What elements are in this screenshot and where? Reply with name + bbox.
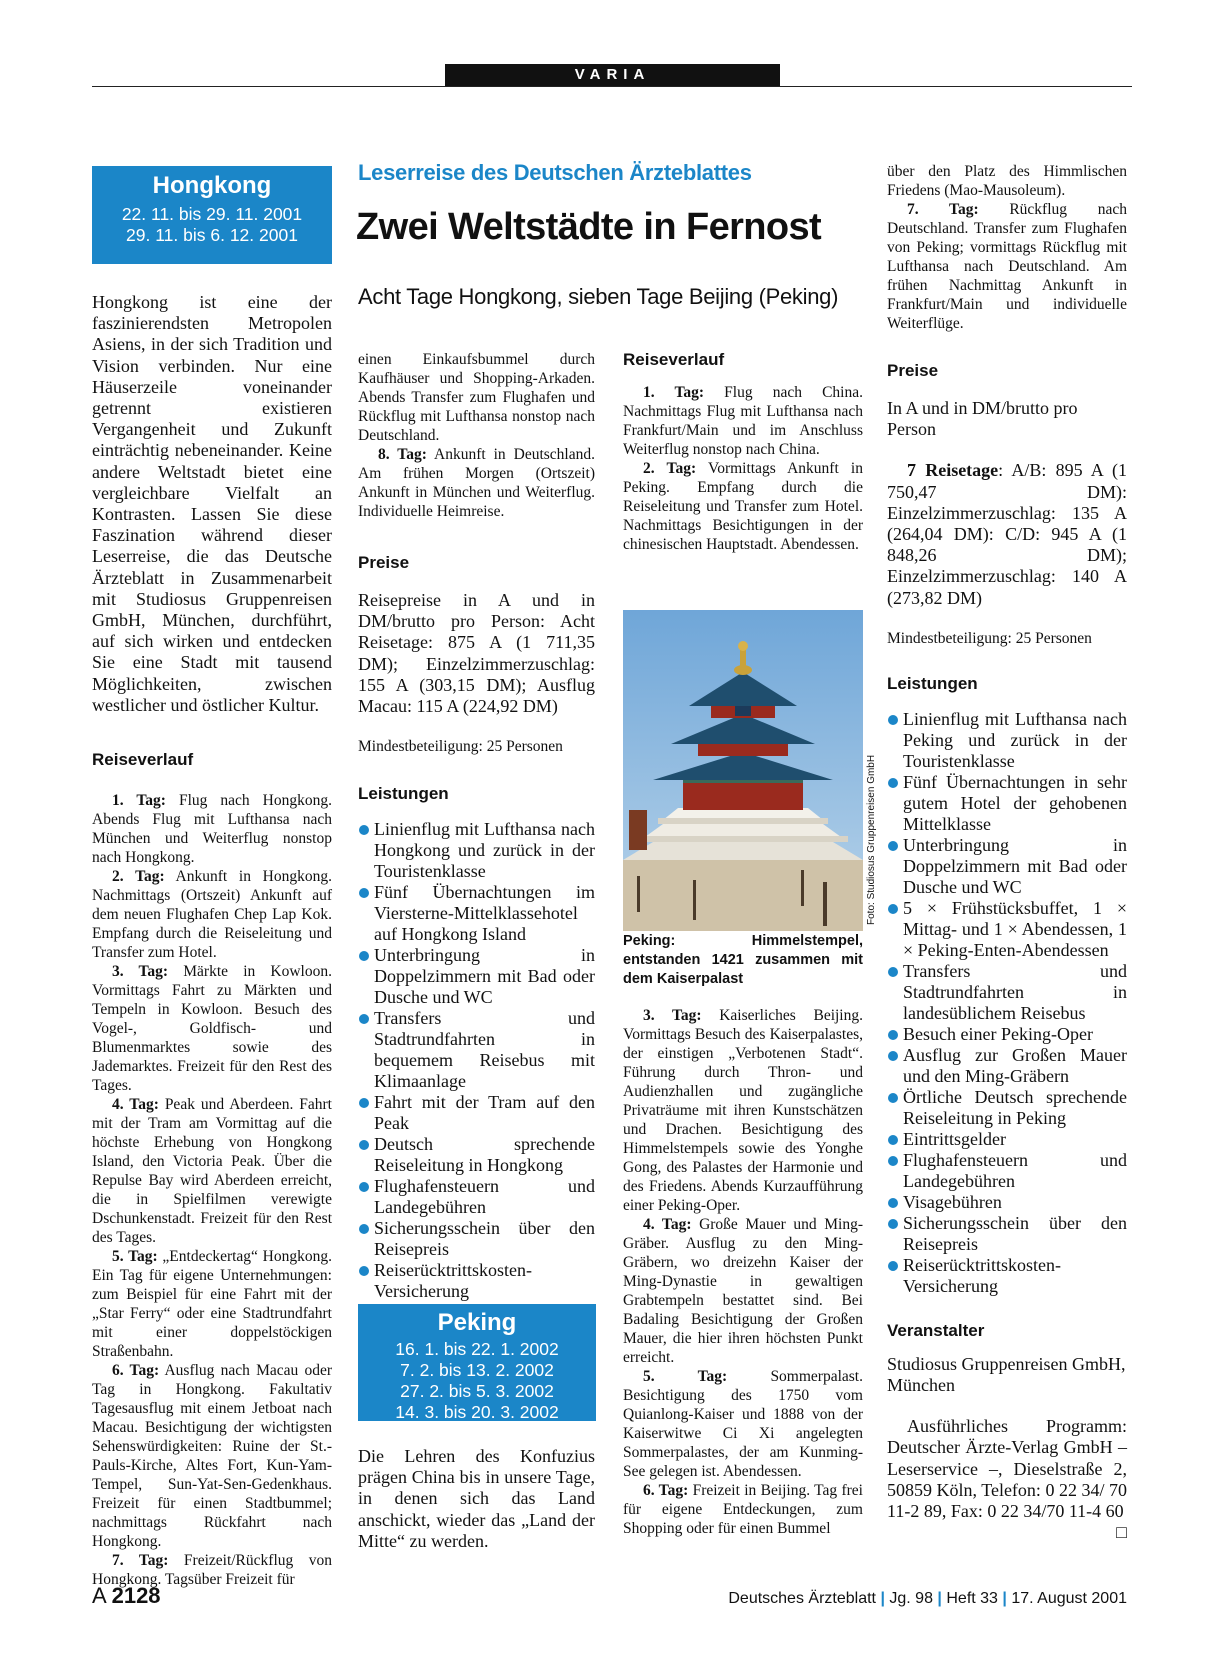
hk-preise-text: Reisepreise in A und in DM/brutto pro Person: Acht Reisetage: 875 A (1 711,35 DM); Einzelzimmerzuschlag: 155 A (303,15 DM); Ausflug Macau: 115 A (224,92 DM) [358, 590, 595, 717]
journal-name: Deutsches Ärzteblatt [728, 1590, 876, 1607]
list-item: Transfers und Stadtrundfahrten in bequemem Reisebus mit Klimaanlage [358, 1008, 595, 1092]
journal-info: Deutsches Ärzteblatt | Jg. 98 | Heft 33 | 17. August 2001 [728, 1590, 1127, 1607]
hk-reiseverlauf-heading: Reiseverlauf [92, 750, 194, 770]
subheadline: Acht Tage Hongkong, sieben Tage Beijing (Peking) [358, 284, 839, 309]
kicker: Leserreise des Deutschen Ärzteblattes [358, 160, 752, 185]
page-number [92, 1583, 161, 1609]
list-item: Besuch einer Peking-Oper [887, 1024, 1127, 1045]
hk-leistungen-list [358, 819, 595, 1302]
hk-day-2: 2. Tag: Ankunft in Hongkong. Nachmittags (Ortszeit) Ankunft auf dem neuen Flughafen Chep Lap Kok. Empfang durch die Reiseleitung und Transfer zum Hotel. [92, 868, 332, 962]
pk-leistungen-list [887, 709, 1127, 1297]
list-item: Flughafensteuern und Landegebühren [887, 1150, 1127, 1192]
peking-date-4: 14. 3. bis 20. 3. 2002 [395, 1402, 559, 1422]
column-2 [358, 350, 595, 1302]
list-item: Linienflug mit Lufthansa nach Peking und zurück in der Touristenklasse [887, 709, 1127, 772]
peking-box-title: Peking [437, 1309, 517, 1336]
issue-date: 17. August 2001 [1011, 1590, 1127, 1607]
issue: Heft 33 [946, 1590, 998, 1607]
pk-day-6-cont: über den Platz des Himmlischen Friedens (Mao-Mausoleum). [887, 163, 1127, 199]
list-item: Sicherungsschein über den Reisepreis [887, 1213, 1127, 1255]
hk-day-4: 4. Tag: Peak und Aberdeen. Fahrt mit der Tram am Vormittag auf die höchste Erhebung von Hongkong Island, den Victoria Peak. Über die Repulse Bay wird Aberdeen erreicht, die in Spielfilmen verewigte Dschunkenstadt. Freizeit für den Rest des Tages. [92, 1096, 332, 1247]
hongkong-date-2: 29. 11. bis 6. 12. 2001 [126, 225, 298, 245]
peking-date-box [358, 1304, 596, 1421]
list-item: Fünf Übernachtungen in sehr gutem Hotel der gehobenen Mittelklasse [887, 772, 1127, 835]
list-item: Sicherungsschein über den Reisepreis [358, 1218, 595, 1260]
temple-photo [623, 610, 863, 931]
list-item: Fahrt mit der Tram auf den Peak [358, 1092, 595, 1134]
pk-day-3: 3. Tag: Kaiserliches Beijing. Vormittags Besuch des Kaiserpalastes, der einstigen „Verbotenen Stadt“. Führung durch Thron- und Audienzhallen und zugängliche Privaträume mit ihren Kunstschätzen und Drachen. Besichtigung des Himmelstempels sowie des Yonghe Gong, des Palastes der Harmonie und des Friedens. Abends Kurzaufführung einer Peking-Oper. [623, 1007, 863, 1214]
pk-day-5: 5. Tag: Sommerpalast. Besichtigung des 1750 vom Quianlong-Kaiser und 1888 von der Kaiserwitwe Ci Xi angelegten Sommerpalastes, der am Kunming-See gelegen ist. Abendessen. [623, 1368, 863, 1480]
hongkong-box-title: Hongkong [152, 172, 272, 199]
pk-day-7: 7. Tag: Rückflug nach Deutschland. Transfer zum Flughafen von Peking; vormittags Rückflug mit Lufthansa nach Deutschland. Am frühen Nachmittag Ankunft in Frankfurt/Main und individuelle Weiterflüge. [887, 201, 1127, 332]
photo-caption: Peking: Himmelstempel, entstanden 1421 zusammen mit dem Kaiserpalast [623, 933, 863, 987]
peking-date-2: 7. 2. bis 13. 2. 2002 [400, 1360, 554, 1380]
column-3 [623, 350, 863, 554]
peking-date-1: 16. 1. bis 22. 1. 2002 [395, 1339, 559, 1359]
pk-day-4: 4. Tag: Große Mauer und Ming-Gräber. Ausflug zu den Ming-Gräbern, wo dreizehn Kaiser der Ming-Dynastie in gewaltigen Grabtempeln bestattet sind. Bei Badaling Besichtigung der Großen Mauer, die hier ihren höchsten Punkt erreicht. [623, 1216, 863, 1366]
list-item: Deutsch sprechende Reiseleitung in Hongkong [358, 1134, 595, 1176]
page-prefix: A [92, 1583, 106, 1608]
veranstalter-heading: Veranstalter [887, 1320, 985, 1340]
pk-preise-text: 7 Reisetage: A/B: 895 A (1 750,47 DM): Einzelzimmerzuschlag: 135 A (264,04 DM): C/D: 945 A (1 848,26 DM); Einzelzimmerzuschlag: 140 A (273,82 DM) [887, 460, 1127, 608]
list-item: Unterbringung in Doppelzimmern mit Bad oder Dusche und WC [358, 945, 595, 1008]
pk-min-participants: Mindestbeteiligung: 25 Personen [887, 629, 1092, 647]
hk-itinerary [92, 791, 332, 1589]
list-item: Flughafensteuern und Landegebühren [358, 1176, 595, 1218]
headline: Zwei Weltstädte in Fernost [356, 206, 822, 248]
konfuzius-text: Die Lehren des Konfuzius prägen China bis in unsere Tage, in denen sich das Land anschickt, wieder das „Land der Mitte“ zu werden. [358, 1446, 595, 1551]
peking-date-3: 27. 2. bis 5. 3. 2002 [400, 1381, 554, 1401]
list-item: Eintrittsgelder [887, 1129, 1127, 1150]
pk-day-6: 6. Tag: Freizeit in Beijing. Tag frei für eigene Entdeckungen, zum Shopping oder für einen Bummel [623, 1482, 863, 1537]
hongkong-date-box [92, 166, 332, 264]
list-item: 5 × Frühstücksbuffet, 1 × Mittag- und 1 × Abendessen, 1 × Peking-Enten-Abendessen [887, 898, 1127, 961]
veranstalter-text: Studiosus Gruppenreisen GmbH, München [887, 1353, 1126, 1396]
hk-leistungen-heading: Leistungen [358, 784, 449, 804]
hk-day-7-cont: einen Einkaufsbummel durch Kaufhäuser und Shopping-Arkaden. Abends Transfer zum Flughafen und Rückflug mit Lufthansa nonstop nach Deutschland. [358, 351, 595, 444]
column-4 [887, 162, 1127, 1543]
list-item: Linienflug mit Lufthansa nach Hongkong und zurück in der Touristenklasse [358, 819, 595, 882]
hk-min-participants: Mindestbeteiligung: 25 Personen [358, 738, 563, 756]
end-mark: □ [1116, 1522, 1127, 1543]
temple-of-heaven-image [623, 610, 863, 931]
hk-day-7: 7. Tag: Freizeit/Rückflug von Hongkong. Tagsüber Freizeit für [92, 1552, 332, 1589]
list-item: Reiserücktrittskosten-Versicherung [887, 1255, 1127, 1297]
pk-leistungen-heading: Leistungen [887, 673, 978, 693]
hk-day-5: 5. Tag: „Entdeckertag“ Hongkong. Ein Tag für eigene Unternehmungen: zum Beispiel für eine Fahrt mit der „Star Ferry“ oder eine Stadtrundfahrt mit einer doppelstöckigen Straßenbahn. [92, 1248, 332, 1361]
volume: Jg. 98 [889, 1590, 933, 1607]
pk-preise-intro: In A und in DM/brutto pro Person [887, 398, 1078, 440]
hk-preise-heading: Preise [358, 553, 410, 572]
intro-text: Hongkong ist eine der faszinierendsten Metropolen Asiens, in der sich Tradition und Vision verbinden. Nur eine Häuserzeile voneinander getrennt existieren Vergangenheit und Zukunft einträchtig nebeneinander. Keine andere Weltstadt bietet eine vergleichbare Vielfalt an Kontrasten. Lassen Sie diese Faszination während dieser Leserreise, die das Deutsche Ärzteblatt in Zusammenarbeit mit Studiosus Gruppenreisen GmbH, München, durchführt, auf sich wirken und entdecken Sie eine Stadt mit tausend Möglichkeiten, zwischen westlicher und östlicher Kultur. [92, 292, 332, 715]
pk-preise-heading: Preise [887, 361, 939, 380]
photo-credit: Foto: Studiosus Gruppenreisen GmbH [866, 754, 877, 925]
list-item: Visagebühren [887, 1192, 1127, 1213]
pk-reiseverlauf-heading: Reiseverlauf [623, 350, 725, 369]
list-item: Fünf Übernachtungen im Viersterne-Mittelklassehotel auf Hongkong Island [358, 882, 595, 945]
pk-day-2: 2. Tag: Vormittags Ankunft in Peking. Empfang durch die Reiseleitung und Transfer zum Hotel. Nachmittags Besichtigungen in der chinesischen Hauptstadt. Abendessen. [623, 460, 863, 553]
column-3-lower [623, 1006, 863, 1538]
page-number-value: 2128 [111, 1583, 161, 1608]
list-item: Transfers und Stadtrundfahrten in landesüblichem Reisebus [887, 961, 1127, 1024]
list-item: Ausflug zur Großen Mauer und den Ming-Gräbern [887, 1045, 1127, 1087]
list-item: Örtliche Deutsch sprechende Reiseleitung in Peking [887, 1087, 1127, 1129]
hk-day-6: 6. Tag: Ausflug nach Macau oder Tag in Hongkong. Fakultativ Tagesausflug mit einem Jetboat nach Macau. Besichtigung der wichtigsten Sehenswürdigkeiten: Ruine der St.-Pauls-Kirche, Altes Fort, Kun-Yam-Tempel, Sun-Yat-Sen-Gedenkhaus. Freizeit für einen Stadtbummel; nachmittags Rückfahrt nach Hongkong. [92, 1362, 332, 1551]
list-item: Unterbringung in Doppelzimmern mit Bad oder Dusche und WC [887, 835, 1127, 898]
section-label: VARIA [445, 64, 780, 86]
hongkong-date-1: 22. 11. bis 29. 11. 2001 [121, 204, 303, 224]
hk-day-1: 1. Tag: Flug nach Hongkong. Abends Flug mit Lufthansa nach München und Weiterflug nonstop nach Hongkong. [92, 792, 332, 867]
column-1 [92, 292, 332, 1589]
programm-text: Ausführliches Programm: Deutscher Ärzte-Verlag GmbH – Leserservice –, Dieselstraße 2, 50859 Köln, Telefon: 0 22 34/ 70 11-2 89, Fax: 0 22 34/70 11-4 60 □ [887, 1416, 1127, 1543]
pk-day-1: 1. Tag: Flug nach China. Nachmittags Flug mit Lufthansa nach Frankfurt/Main und im Anschluss Weiterflug nonstop nach China. [623, 384, 863, 458]
hk-day-3: 3. Tag: Märkte in Kowloon. Vormittags Fahrt zu Märkten und Tempeln in Kowloon. Besuch des Vogel-, Goldfisch- und Blumenmarktes sowie des Jademarktes. Freizeit für den Rest des Tages. [92, 963, 332, 1095]
list-item: Reiserücktrittskosten-Versicherung [358, 1260, 595, 1302]
hk-day-8: 8. Tag: Ankunft in Deutschland. Am frühen Morgen (Ortszeit) Ankunft in München und Weiterflug. Individuelle Heimreise. [358, 446, 595, 520]
top-rule [92, 86, 1132, 87]
